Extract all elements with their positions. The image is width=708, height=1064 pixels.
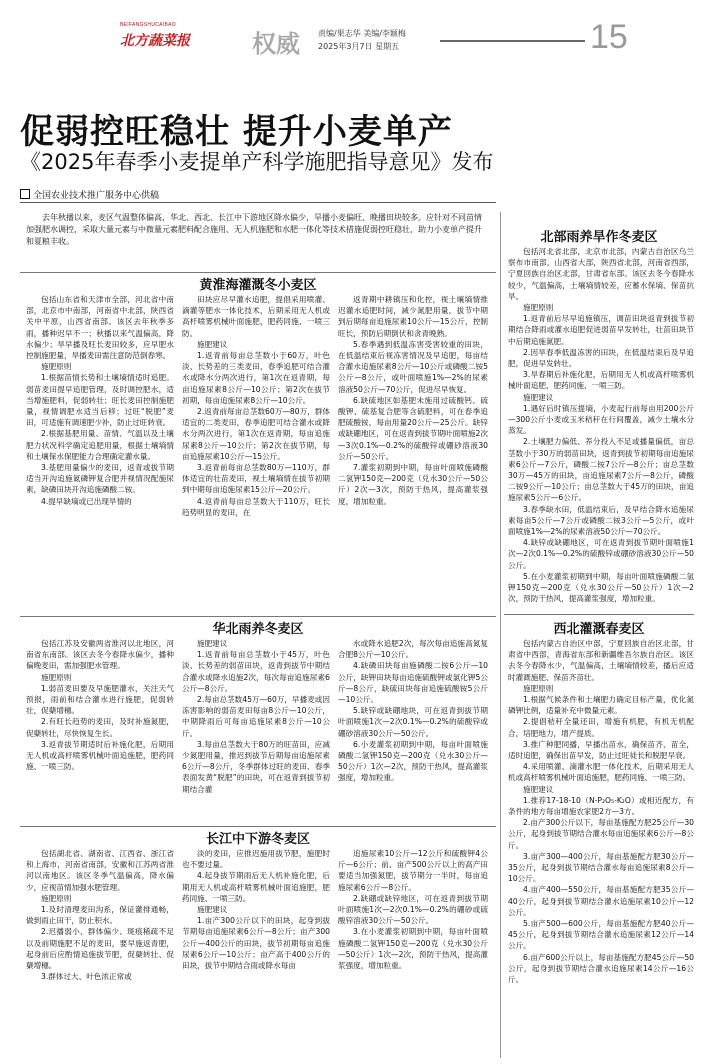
paragraph: 1.返青前每亩总茎数小于60万，叶色淡、长势差的三类麦田，春季追肥可结合灌水或降水分两次进行，第1次在返青期，每亩追施尿素8公斤—10公斤；第2次在拔节初期，每亩追施尿素8公斤—10公斤。 xyxy=(182,351,330,405)
paragraph: 追施尿素10公斤—12公斤和硫酸钾4公斤—6公斤；前、亩产500公斤以上的高产田要适当加强氮肥，拔节期分一半时，每亩追施尿素6公斤—8公斤。 xyxy=(338,849,488,892)
masthead-logo: 北方蔬菜报 xyxy=(120,33,190,49)
paragraph: 4.缺磷田块每亩施磷酸二铵6公斤—10公斤，缺钾田块每亩追施硫酸钾或氯化钾5公斤—8公斤，缺硫田块每亩追施硫酸铵5公斤—10公斤。 xyxy=(338,661,488,705)
paragraph: 5.春季遇到低温冻害受害较重的田块，在低温结束后视冻害情况及早追肥，每亩结合灌水追施尿素8公斤—10公斤或磷酸二铵5公斤—8公斤，或叶面喷施1%—2%的尿素溶液50公斤—70公斤，促进尽早恢复。 xyxy=(338,339,488,394)
paragraph: 5.在小麦灌浆初期到中期，每亩叶面喷施磷酸二氢钾150克—200克（兑水30公斤—50公斤）1次—2次，预防干热风，提高灌浆强度，增加粒重。 xyxy=(508,571,694,604)
divider xyxy=(20,826,496,827)
section-heading-huanghuai: 黄淮海灌溉冬小麦区 xyxy=(199,278,317,293)
divider xyxy=(20,202,496,203)
section-title: 权威 xyxy=(252,30,300,58)
paragraph: 施肥原则 xyxy=(41,672,72,682)
paragraph: 4.提早缺墒或已出现旱情的 xyxy=(41,496,132,506)
paragraph: 2.有旺长趋势的麦田，及时补施氮肥，促蘖转壮，尽快恢复生长。 xyxy=(26,717,174,738)
paragraph: 2.根据基肥用量、苗情、气温以及土壤肥力状况科学确定追肥用量，根据土壤墒情和土壤保水保肥能力合理确定灌水量。 xyxy=(26,429,174,461)
paragraph: 3.旱春期后补施化肥，后期用无人机或高杆喷雾机械叶面追肥，肥药同施、一喷三防。 xyxy=(508,370,694,391)
paragraph: 3.春季缺水田，低温结束后，及早结合降水追施尿素每亩5公斤—7公斤或磷酸二铵3公斤—5公斤，或叶面喷施1%—2%的尿素溶液50公斤—70公斤。 xyxy=(508,504,694,537)
paragraph: 4.返青前每亩总茎数大于110万，旺长趋势明显的麦田，在 xyxy=(182,496,330,517)
paragraph: 1.遇好后时镇压提墒，小麦起行前每亩用200公斤—300公斤小麦或玉米秸秆在行间覆盖，减少土壤水分蒸发。 xyxy=(508,403,694,436)
issue-date: 2025年3月7日 星期五 xyxy=(318,42,400,51)
paragraph: 施肥建议 xyxy=(197,639,228,648)
article-intro: 去年秋播以来，麦区气温整体偏高，华北、西北、长江中下游地区降水偏少，旱播小麦偏旺、晚播田块较多。应针对不同苗情加强肥水调控，采取大量元素与中微量元素肥料配合施用、无人机施肥和水肥一体化等技术措施促弱控旺稳壮，助力小麦单产提升和夏粮丰收。 xyxy=(26,213,482,246)
paragraph: 2.亩产300公斤以下，每亩基施配方肥25公斤—30公斤，起身到拔节期结合灌水每亩追施尿素6公斤—8公斤。 xyxy=(508,818,694,850)
paragraph: 施肥建议 xyxy=(197,905,228,915)
paragraph: 3.推广种肥同播，早播出苗水，确保苗齐、苗全，适时追肥，确保出苗早发，防止过旺徒长和脱肥早衰。 xyxy=(508,739,694,761)
paragraph: 包括山东省和天津市全部，河北省中南部，北京市中南部，河南省中北部，陕西省关中平原，山西省南部。该区去年秋季多雨，播种迟早不一；秋播以来气温偏高，降水偏少；旱早播及旺长麦田较多，应早肥水控制施肥量，旱播麦田需注意防范倒春寒。 xyxy=(26,295,174,361)
paragraph: 6.亩产600公斤以上，每亩基施配方肥45公斤—50公斤，起身到拔节期结合灌水追施尿素14公斤—16公斤。 xyxy=(508,952,694,985)
huabei-column-2 xyxy=(182,638,330,818)
paragraph: 包括河北省北部，北京市北部，内蒙古自治区乌兰察布市南部，山西省大部，陕西省北部，河南省西部，宁夏回族自治区北部，甘肃省东部。该区去冬今春降水较少，气温偏高，土壤墒情较差，应蓄水保墒、保苗抗旱。 xyxy=(508,247,694,301)
paragraph: 3.返青拔节期适时后补施化肥，后期用无人机或高杆喷雾机械叶面追施肥，肥药同施、一喷三防。 xyxy=(26,739,174,772)
paragraph: 施肥建议 xyxy=(197,339,228,349)
paragraph: 2.提倡秸秆全量还田，增施有机肥，有机无机配合，培肥地力，增产提质。 xyxy=(508,717,694,738)
paragraph: 施肥建议 xyxy=(523,784,554,794)
source-box-icon xyxy=(20,189,30,199)
changjiang-column-1 xyxy=(26,848,174,1058)
paragraph: 3.群体过大、叶色浓正常或 xyxy=(41,972,132,982)
paragraph: 1.根据气候条件和土壤肥力确定目标产量，优化氮磷钾比例，适量补充中微量元素。 xyxy=(508,695,694,716)
editor-credit: 责编/果志华 美编/李颖梅 xyxy=(318,29,406,38)
paragraph: 水或降水追肥2次，每次每亩追施高氮复合肥8公斤—10公斤。 xyxy=(338,639,488,660)
huanghuai-column-3 xyxy=(338,294,488,608)
paragraph: 3.返青前每亩总茎数80万—110万，群体适宜的壮苗麦田，视土壤墒情在拔节初期到中期每亩追施尿素15公斤—20公斤。 xyxy=(182,463,330,495)
paragraph: 4.起身拔节期雨后无人机补施化肥，后期用无人机或高杆喷雾机械叶面追施肥，肥药同施、一喷三防。 xyxy=(182,871,330,903)
page-number: 15 xyxy=(590,18,628,56)
paragraph: 1.弱苗麦田要及早施肥灌水，关注天气预报，雨前和结合灌水进行施肥，促弱转壮，促蘖增穗。 xyxy=(26,683,174,716)
beibu-column xyxy=(508,246,694,610)
section-heading-changjiang: 长江中下游冬麦区 xyxy=(205,832,310,847)
paragraph: 6.小麦灌浆初期到中期，每亩叶面喷施磷酸二氢钾150克—200克（兑水30公斤—50公斤）1次—2次，预防干热风，提高灌浆强度，增加粒重。 xyxy=(338,739,488,783)
paragraph: 包括湖北省、湖南省、江西省、浙江省和上海市，河南省南部，安徽和江苏两省淮河以南地区。该区冬季气温偏高，降水偏少，应视苗情加强水肥管理。 xyxy=(26,849,174,892)
paragraph: 5.缺锌或缺硼地块，可在返青到拔节期叶面喷施1次—2次0.1%—0.2%的硫酸锌或硼砂溶液30公斤—50公斤。 xyxy=(338,706,488,738)
paragraph: 包括内蒙古自治区中部，宁夏回族自治区北部，甘肃省中西部，青海省东部和新疆维吾尔族自治区。该区去冬今春降水少，气温偏高，土壤墒情较差，播后应适时灌溉施肥、保苗齐苗壮。 xyxy=(508,639,694,682)
paragraph: 淡的麦田，应推迟施用拔节肥，施肥时也不要过量。 xyxy=(182,849,330,870)
huanghuai-column-2 xyxy=(182,294,330,608)
paragraph: 施肥原则 xyxy=(41,893,72,903)
paragraph: 5.亩产500—600公斤，每亩基施配方肥40公斤—45公斤，起身到拔节期结合灌水追施尿素12公斤—14公斤。 xyxy=(508,919,694,951)
article-source xyxy=(20,188,159,201)
article-subtitle: 《2025年春季小麦提单产科学施肥指导意见》发布 xyxy=(20,150,494,174)
paragraph: 2.迟播弱小、群体偏少、斑痕稀疏不足以及前期施肥不足的麦田，要早施返青肥，起身前后应酌情追施拔节肥，促蘖转壮、促蘖增穗。 xyxy=(26,927,174,971)
paragraph: 2.每亩总茎数45万—60万，早播麦或因冻害影响的弱苗麦田每亩8公斤—10公斤，中期降雨后可每亩追施尿素8公斤—10公斤。 xyxy=(182,695,330,738)
paragraph: 3.每亩总茎数大于80万的旺苗田，应减少氮肥用量，推迟到拔节后期每亩追施尿素6公斤—8公斤，冬季群体过旺的麦田、春季表面发黄“脱肥”的田块，可在返青到拔节初期结合灌 xyxy=(182,739,330,794)
divider xyxy=(20,272,496,273)
divider xyxy=(504,614,694,615)
section-heading-beibu: 北部雨养旱作冬麦区 xyxy=(540,230,658,245)
paragraph: 4.采用喷灌、滴灌水肥一体化技术，后期采用无人机或高杆喷雾机械叶面追施肥，肥药同施、一喷三防。 xyxy=(508,762,694,783)
changjiang-column-3 xyxy=(338,848,488,1058)
column-divider xyxy=(500,212,501,1058)
paragraph: 3.亩产300—400公斤，每亩基施配方肥30公斤—35公斤，起身到拔节期结合灌水每亩追施尿素8公斤—10公斤。 xyxy=(508,851,694,884)
paragraph: 1.亩产300公斤以下的田块，起身到拔节期每亩追施尿素6公斤—8公斤；亩产300公斤—400公斤的田块，拔节初期每亩追施尿素6公斤—10公斤；亩产高于400公斤的田块，拔节中期结合雨或降水每亩 xyxy=(182,916,330,971)
article-title: 促弱控旺稳壮 提升小麦单产 xyxy=(20,112,453,152)
paragraph: 3.基肥用量偏少的麦田，返青或拔节期适当开沟追施氮磷钾复合肥并视情况配施尿素，缺磷田块开沟追施磷酸二铵。 xyxy=(26,463,174,495)
paragraph: 3.在小麦灌浆初期到中期，每亩叶面喷施磷酸二氢钾150克—200克（兑水30公斤—50公斤）1次—2次，预防干热风，提高灌浆强度，增加粒重。 xyxy=(338,927,488,971)
paragraph: 2.因旱春季低温冻害的田块，在低温结束后及早追肥，促进早发转壮。 xyxy=(508,347,694,369)
header-rule xyxy=(440,40,585,42)
section-heading-xibei: 西北灌溉春麦区 xyxy=(553,622,645,637)
source-text: 全国农业技术推广服务中心供稿 xyxy=(33,191,160,201)
paragraph: 7.灌浆初期到中期，每亩叶面喷施磷酸二氢钾150克—200克（兑水30公斤—50公斤）2次—3次，预防干热风，提高灌浆强度，增加粒重。 xyxy=(338,463,488,506)
paragraph: 施肥原则 xyxy=(41,362,72,372)
masthead-pinyin: BEIFANGSHUCAIBAO xyxy=(120,22,176,28)
paragraph: 2.土壤肥力偏低、养分投入不足或播量偏低，亩总茎数小于30万的弱苗田块，返青到拔节初期每亩追施尿素6公斤—7公斤，磷酸二铵7公斤—8公斤；亩总茎数30万—45万的田块，亩追施尿素7公斤—8公斤，磷酸二铵9公斤—10公斤；亩总茎数大于45万的田块，亩追施尿素5公斤—6公斤。 xyxy=(508,437,694,503)
paragraph: 2.缺硼或缺锌地区，可在返青到拔节期叶面喷施1次—2次0.1%—0.2%的硼砂或硫酸锌溶液30公斤—50公斤。 xyxy=(338,893,488,926)
paragraph: 施肥建议 xyxy=(523,392,554,402)
divider xyxy=(20,616,496,617)
huanghuai-column-1 xyxy=(26,294,174,608)
paragraph: 1.返青前后尽早追施镇压，调苗田块返青到拔节初期结合降雨或灌水追肥促进弱苗早发转壮，壮苗田块节中后期追施氮肥。 xyxy=(508,314,694,346)
paragraph: 2.返青前每亩总茎数60万—80万，群体适宜的二类麦田，春季追肥可结合灌水或降水分两次进行，第1次在返青期，每亩追施尿素8公斤—10公斤；第2次在拔节期，每亩追施尿素10公斤—15公斤。 xyxy=(182,407,330,461)
paragraph: 1.根据苗情长势和土壤墒情适时追肥。弱苗麦田提早追肥管理，及时调控肥水，适当增施肥料，促弱转壮；旺长麦田控制施肥量，视情调肥水适当后移；过旺“脱肥”麦田，可适施有调速肥少补，防止过旺转衰。 xyxy=(26,373,174,428)
xibei-column xyxy=(508,638,694,1058)
paragraph: 1.推荐17-18-10（N-P₂O₅-K₂O）或相近配方，有条件的地方每亩增施农家肥2方—3方。 xyxy=(508,795,694,817)
huabei-column-1 xyxy=(26,638,174,818)
paragraph: 4.亩产400—550公斤，每亩基施配方肥35公斤—40公斤，起身到拔节期结合灌水追施尿素10公斤—12公斤。 xyxy=(508,885,694,917)
paragraph: 返青期中耕镇压和化控，视土壤墒情推迟灌水追肥时间，减少氮肥用量，拔节中期到后期每亩追施尿素10公斤—15公斤，控制旺长，预防后期倒伏和贪青晚熟。 xyxy=(338,295,488,338)
huabei-column-3 xyxy=(338,638,488,818)
paragraph: 1.返青前每亩总茎数小于45万，叶色淡、长势差的弱苗田块，返青到拔节中期结合灌水或降水追施2次，每次每亩追施尿素6公斤—8公斤。 xyxy=(182,650,330,693)
paragraph: 田块应尽早灌水追肥，提倡采用喷灌、滴灌等肥水一体化技术，后期采用无人机或高杆喷雾机械叶面施肥，肥药同施、一喷三防。 xyxy=(182,295,330,338)
paragraph: 6.缺硫地区如基肥未施用过硫酸钙、硫酸钾、硫基复合肥等含硫肥料，可在春季追肥硫酸铵，每亩用量20公斤—25公斤。缺锌或缺硼地区，可在返青到拔节期叶面喷施2次—3次0.1%—0.2%的硫酸锌或硼砂溶液30公斤—50公斤。 xyxy=(338,395,488,461)
changjiang-column-2 xyxy=(182,848,330,1058)
paragraph: 包括江苏及安徽两省淮河以北地区，河南省东南部。该区去冬今春降水偏少，播种偏晚麦田，需加强肥水管理。 xyxy=(26,639,174,671)
section-heading-huabei: 华北雨养冬麦区 xyxy=(212,622,304,637)
paragraph: 施肥原则 xyxy=(523,303,554,313)
paragraph: 4.缺锌或缺硼地区，可在返青到拔节期叶面喷施1次—2次0.1%—0.2%的硫酸锌或硼砂溶液30公斤—50公斤。 xyxy=(508,538,694,570)
page-header xyxy=(0,0,708,60)
paragraph: 施肥原则 xyxy=(523,683,554,693)
paragraph: 1.及时清理麦田沟系，保证灌排通畅，做到雨止田干，防止积水。 xyxy=(26,905,174,926)
